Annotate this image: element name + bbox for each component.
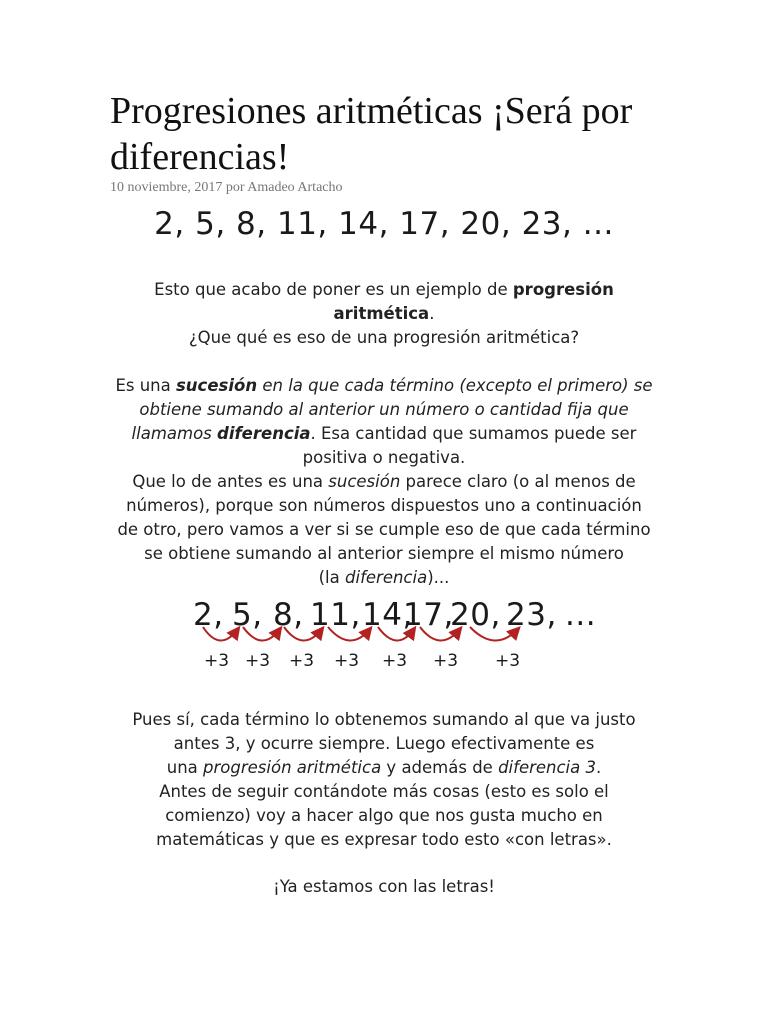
increment-label: +3 bbox=[204, 651, 230, 671]
sequence-term: 11, bbox=[310, 597, 361, 633]
increment-label: +3 bbox=[245, 651, 271, 671]
difference-arcs bbox=[0, 615, 768, 655]
paragraph-intro: Esto que acabo de poner es un ejemplo de progresión aritmética. ¿Que qué es eso de una progresión aritmética? bbox=[154, 280, 614, 347]
sequence-image: 2, 5, 8, 11, 14, 17, 20, 23, ... bbox=[154, 206, 614, 242]
paragraph-closing: ¡Ya estamos con las letras! bbox=[273, 877, 495, 896]
paragraph-explanation: Pues sí, cada término lo obtenemos sumando al que va justo antes 3, y ocurre siempre. Luego efectivamente es una progresión aritmética y además de diferencia 3. Antes de seguir contándote más cosas (esto es solo el comienzo) voy a hacer algo que nos gusta mucho en matemáticas y que es expresar todo esto «con letras». bbox=[132, 710, 636, 849]
increment-label: +3 bbox=[289, 651, 315, 671]
difference-arc bbox=[470, 627, 518, 641]
difference-arc bbox=[243, 627, 280, 641]
increment-label: +3 bbox=[382, 651, 408, 671]
article-meta: 10 noviembre, 2017 por Amadeo Artacho bbox=[110, 180, 343, 195]
sequence-term: 2, bbox=[193, 597, 224, 633]
difference-arc bbox=[420, 627, 460, 641]
sequence-term: 5, bbox=[232, 597, 263, 633]
sequence-term: ... bbox=[565, 597, 597, 633]
sequence-term: 23, bbox=[506, 597, 557, 633]
difference-arc bbox=[328, 627, 370, 641]
sequence-term: 14, bbox=[362, 597, 413, 633]
difference-arc bbox=[203, 627, 238, 641]
increment-label: +3 bbox=[433, 651, 459, 671]
difference-arc bbox=[284, 627, 322, 641]
increment-label: +3 bbox=[495, 651, 521, 671]
increment-label: +3 bbox=[334, 651, 360, 671]
sequence-term: 17, bbox=[403, 597, 454, 633]
difference-arc bbox=[378, 627, 414, 641]
article-title: Progresiones aritméticas ¡Será por diferencias! bbox=[110, 90, 633, 178]
sequence-term: 20, bbox=[450, 597, 501, 633]
sequence-term: 8, bbox=[273, 597, 304, 633]
paragraph-definition: Es una sucesión en la que cada término (excepto el primero) se obtiene sumando al anterior un número o cantidad fija que llamamos diferencia. Esa cantidad que sumamos puede ser positiva o negativa. Que lo de antes es una sucesión parece claro (o al menos de números), porque son números dispuestos uno a continuación de otro, pero vamos a ver si se cumple eso de que cada término se obtiene sumando al anterior siempre el mismo número (la diferencia)... bbox=[115, 376, 653, 587]
